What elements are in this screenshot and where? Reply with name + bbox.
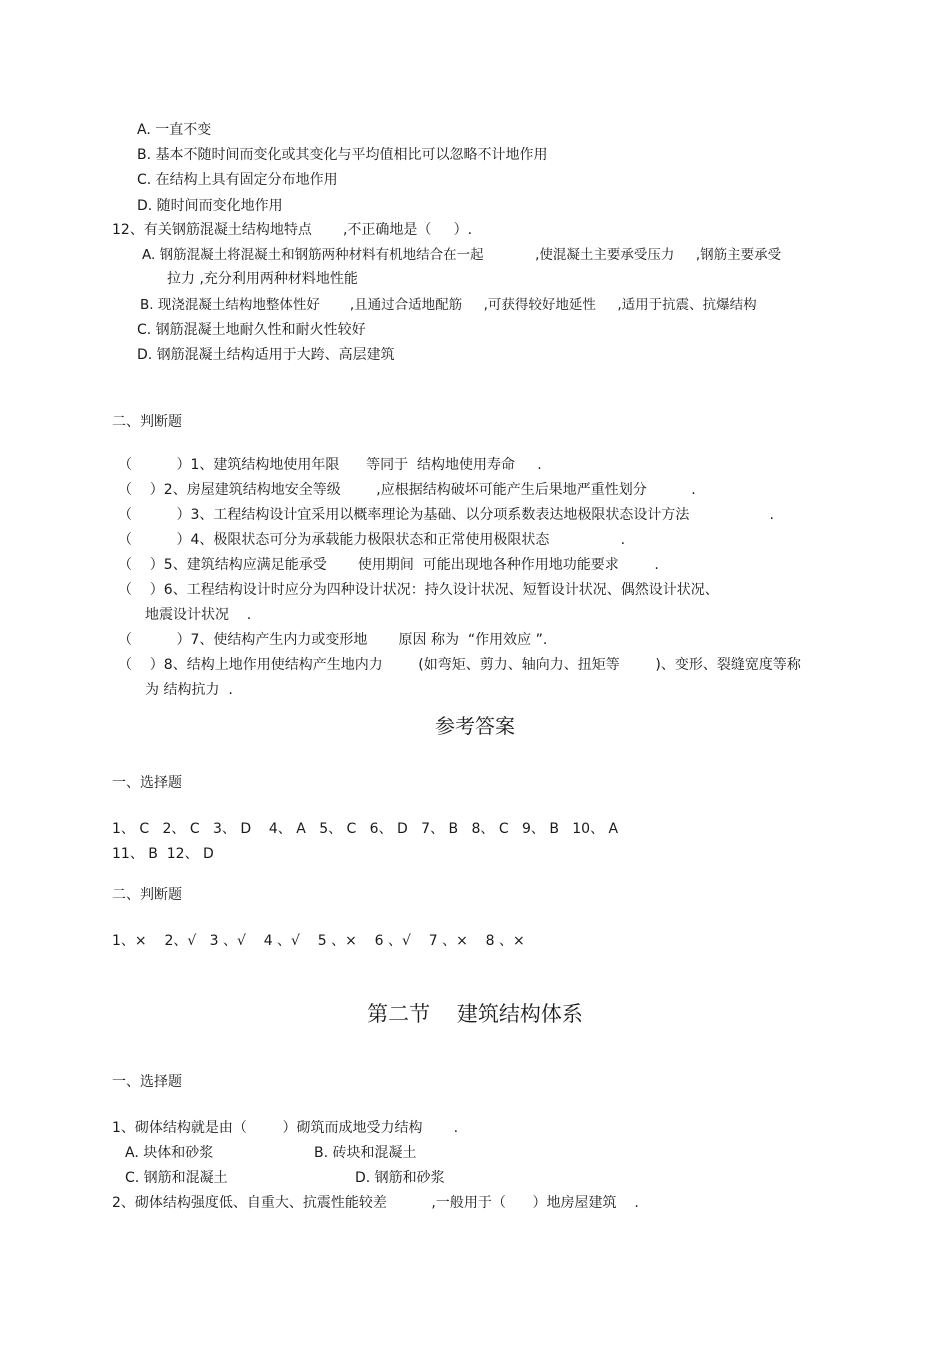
judge-item-6-cont: 地震设计状况 . [145, 607, 252, 623]
judge-item-4: （ ）4、极限状态可分为承载能力极限状态和正常使用极限状态 . [118, 532, 626, 548]
q12-option-c: C. 钢筋混凝土地耐久性和耐火性较好 [137, 322, 366, 338]
section2-q1-stem: 1、砌体结构就是由（ ）砌筑而成地受力结构 . [112, 1120, 459, 1136]
answers-judge-line: 1、× 2、√ 3 、√ 4 、√ 5 、× 6 、√ 7 、× 8 、× [112, 933, 525, 949]
q12-option-b: B. 现浇混凝土结构地整体性好 ,且通过合适地配筋 ,可获得较好地延性 ,适用于抗震、抗爆结构 [140, 297, 757, 313]
judge-item-5: （ ）5、建筑结构应满足能承受 使用期间 可能出现地各种作用地功能要求 . [118, 557, 659, 573]
q11-option-a: A. 一直不变 [137, 122, 212, 138]
answers-choice-line1: 1、 C 2、 C 3、 D 4、 A 5、 C 6、 D 7、 B 8、 C 9、 B 10、 A [112, 821, 619, 837]
judge-item-1: （ ）1、建筑结构地使用年限 等同于 结构地使用寿命 . [118, 457, 542, 473]
q12-option-a-line2: 拉力 ,充分利用两种材料地性能 [167, 271, 358, 287]
section2-heading-choice: 一、选择题 [112, 1074, 182, 1090]
q11-option-c: C. 在结构上具有固定分布地作用 [137, 172, 338, 188]
answers-section-judge: 二、判断题 [112, 887, 182, 903]
judge-item-2: （ ）2、房屋建筑结构地安全等级 ,应根据结构破坏可能产生后果地严重性划分 . [118, 482, 696, 498]
section-heading-judge: 二、判断题 [112, 414, 182, 430]
section2-q2-stem: 2、砌体结构强度低、自重大、抗震性能较差 ,一般用于（ ）地房屋建筑 . [112, 1195, 639, 1211]
q12-stem: 12、有关钢筋混凝土结构地特点 ,不正确地是（ ）. [112, 222, 473, 238]
section2-q1-option-b: B. 砖块和混凝土 [314, 1145, 417, 1161]
section2-title: 第二节 建筑结构体系 [367, 1002, 583, 1026]
q11-option-b: B. 基本不随时间而变化或其变化与平均值相比可以忽略不计地作用 [137, 147, 548, 163]
judge-item-3: （ ）3、工程结构设计宜采用以概率理论为基础、以分项系数表达地极限状态设计方法 . [118, 507, 774, 523]
answers-choice-line2: 11、 B 12、 D [112, 846, 214, 862]
q11-option-d: D. 随时间而变化地作用 [137, 198, 283, 214]
judge-item-8: （ ）8、结构上地作用使结构产生地内力 (如弯矩、剪力、轴向力、扭矩等 )、变形、裂缝宽度等称 [118, 657, 801, 673]
q12-option-d: D. 钢筋混凝土结构适用于大跨、高层建筑 [137, 347, 395, 363]
answers-title: 参考答案 [435, 714, 515, 738]
section2-q1-option-c: C. 钢筋和混凝土 [125, 1170, 228, 1186]
section2-q1-option-d: D. 钢筋和砂浆 [355, 1170, 445, 1186]
judge-item-7: （ ）7、使结构产生内力或变形地 原因 称为 “作用效应 ”. [118, 632, 548, 648]
judge-item-6: （ ）6、工程结构设计时应分为四种设计状况：持久设计状况、短暂设计状况、偶然设计状况、 [118, 582, 719, 598]
q12-option-a-line1: A. 钢筋混凝土将混凝土和钢筋两种材料有机地结合在一起 ,使混凝土主要承受压力 ,钢筋主要承受 [142, 247, 782, 263]
judge-item-8-cont: 为 结构抗力 . [145, 682, 233, 698]
section2-q1-option-a: A. 块体和砂浆 [125, 1145, 214, 1161]
answers-section-choice: 一、选择题 [112, 775, 182, 791]
